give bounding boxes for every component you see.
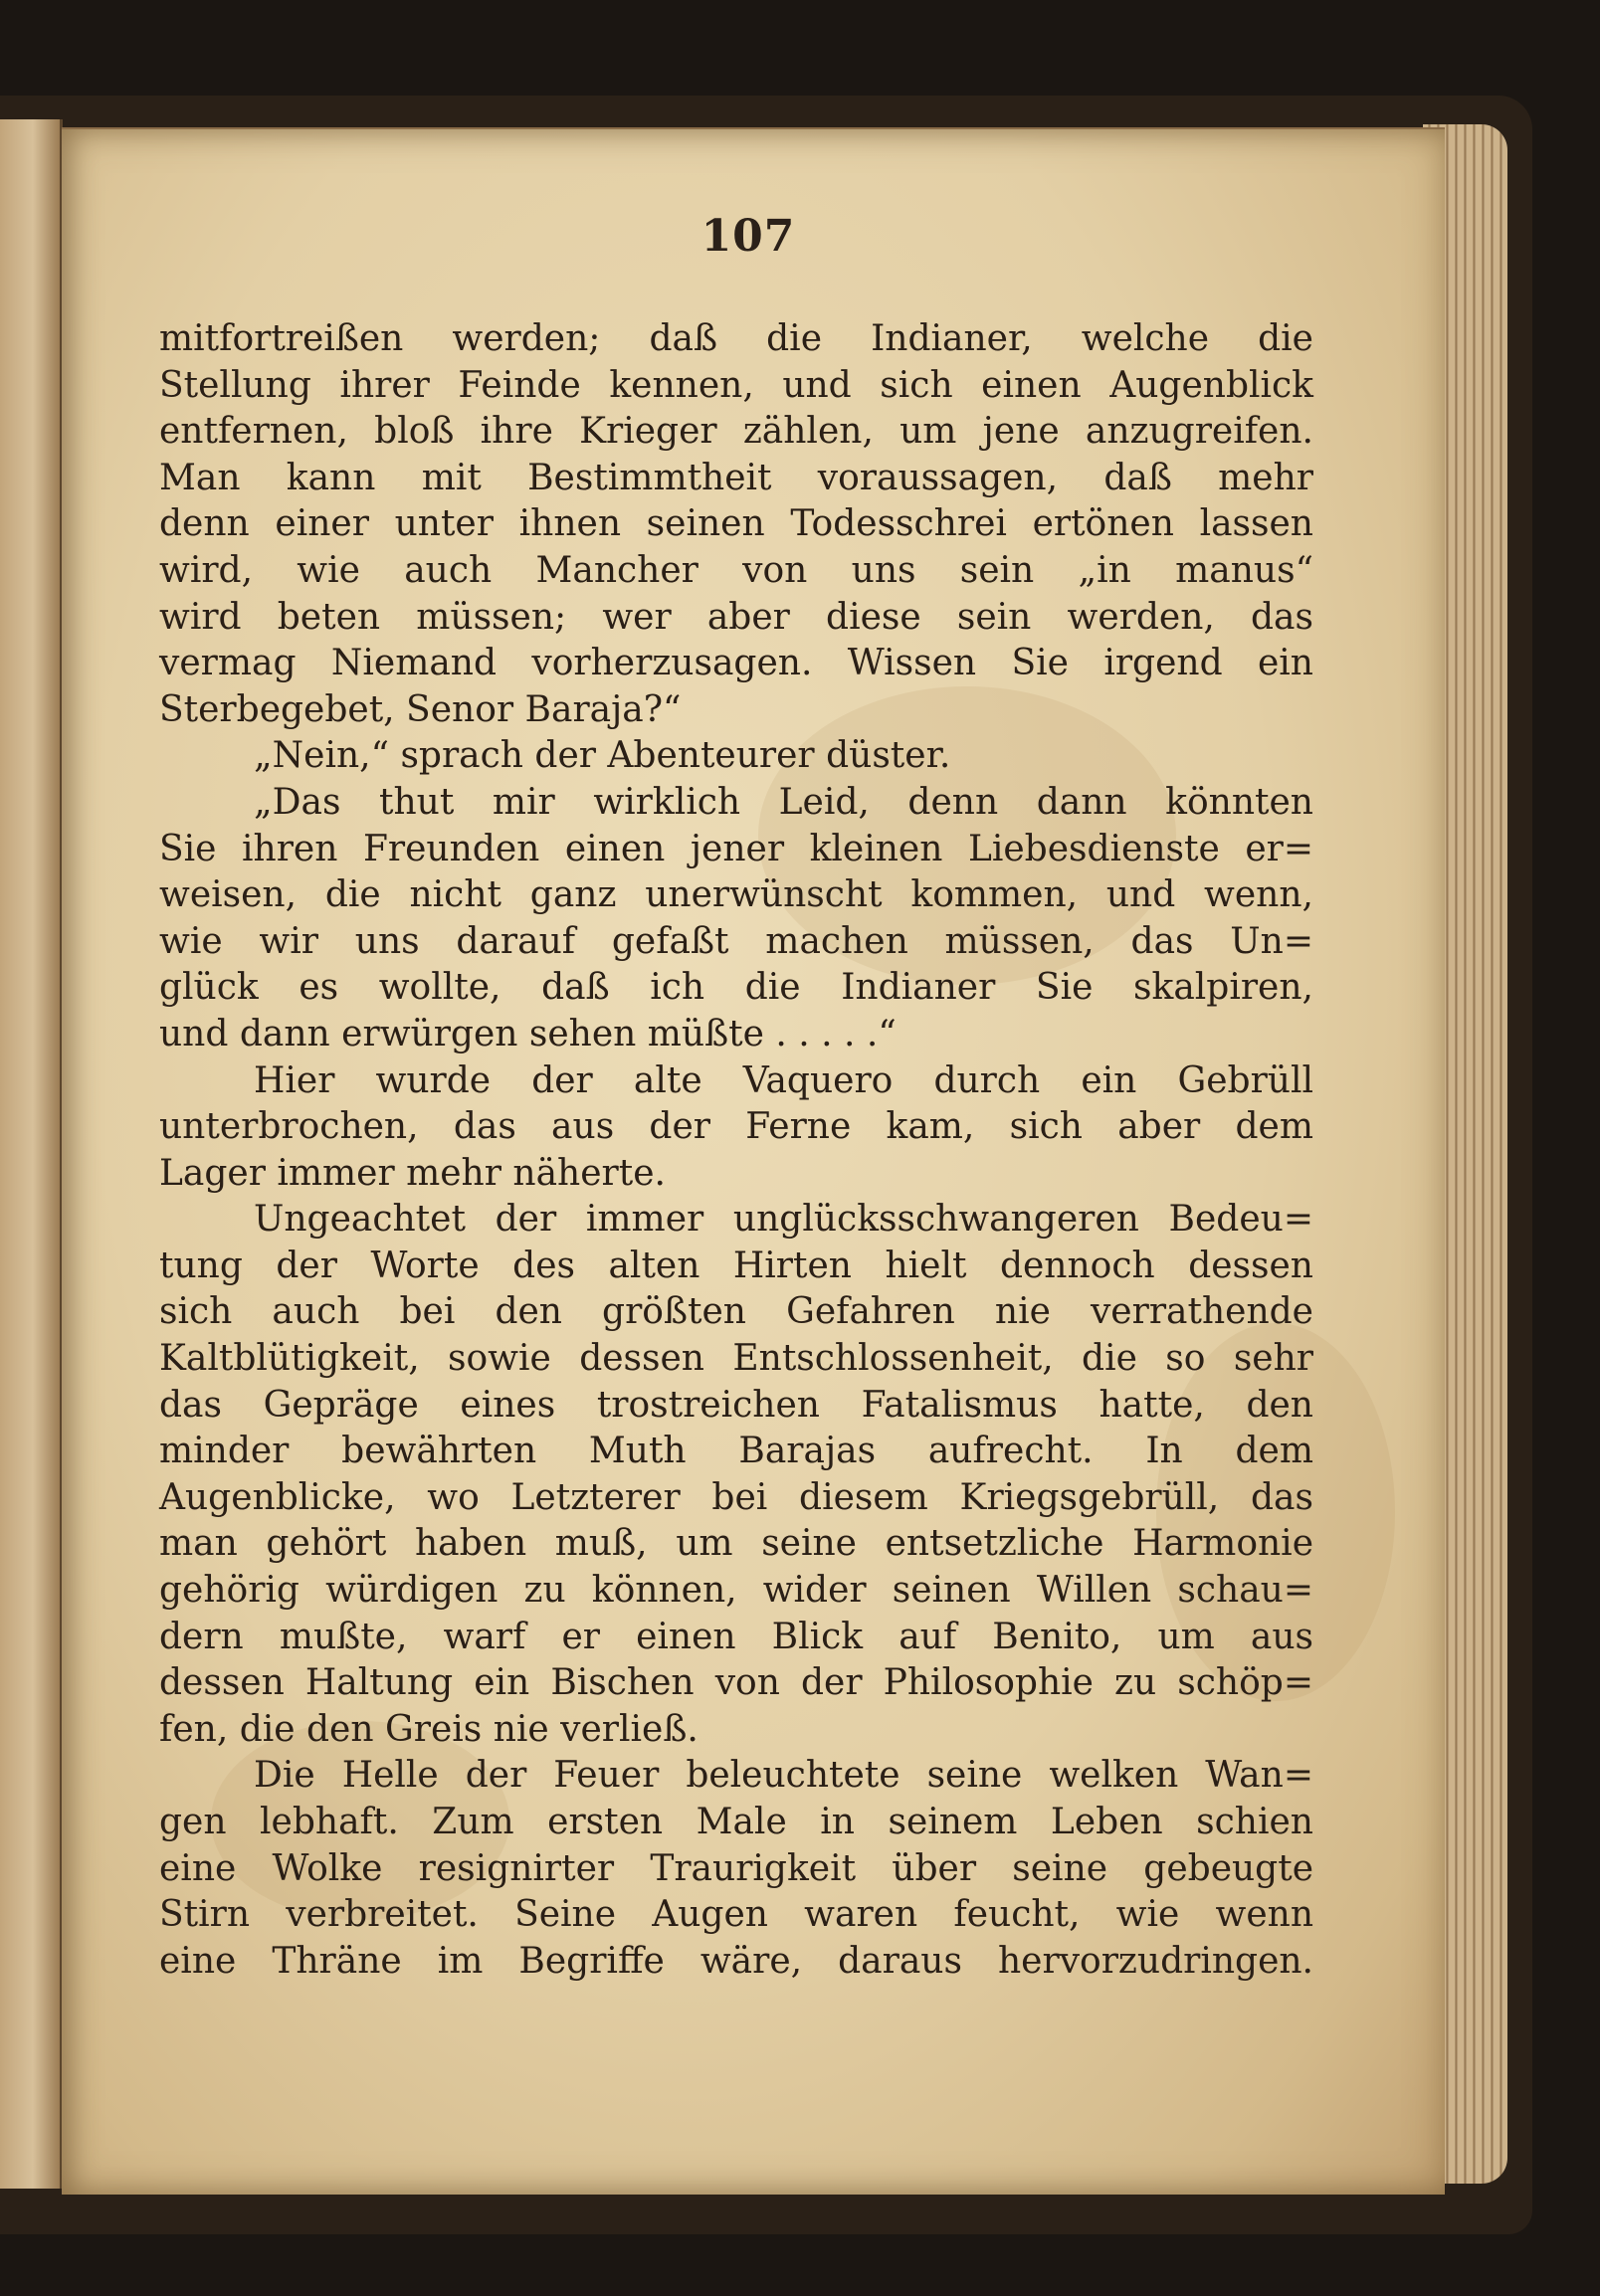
- text-line: eine Thräne im Begriffe wäre, daraus hervorzudringen.: [159, 1940, 1313, 1982]
- text-line: eine Wolke resignirter Traurigkeit über seine gebeugte: [159, 1847, 1313, 1889]
- body-text: [159, 316, 1313, 1985]
- text-line: minder bewährten Muth Barajas aufrecht. In dem: [159, 1431, 1313, 1472]
- text-line: weisen, die nicht ganz unerwünscht kommen, und wenn,: [159, 874, 1313, 916]
- text-line: Hier wurde der alte Vaquero durch ein Gebrüll: [254, 1059, 1313, 1101]
- text-line: Die Helle der Feuer beleuchtete seine welken Wan=: [254, 1755, 1313, 1797]
- text-line: vermag Niemand vorherzusagen. Wissen Sie irgend ein: [159, 643, 1313, 684]
- text-line: wie wir uns darauf gefaßt machen müssen, das Un=: [159, 920, 1313, 962]
- text-line: entfernen, bloß ihre Krieger zählen, um jene anzugreifen.: [159, 411, 1313, 453]
- text-line: wird, wie auch Mancher von uns sein „in manus“: [159, 549, 1313, 591]
- text-line: Man kann mit Bestimmtheit voraussagen, daß mehr: [159, 457, 1313, 498]
- text-line: tung der Worte des alten Hirten hielt dennoch dessen: [159, 1244, 1313, 1286]
- text-line: Lager immer mehr näherte.: [159, 1152, 666, 1194]
- text-line: gen lebhaft. Zum ersten Male in seinem Leben schien: [159, 1802, 1313, 1842]
- text-line: Stirn verbreitet. Seine Augen waren feucht, wie wenn: [159, 1894, 1313, 1936]
- page-number: 107: [700, 211, 796, 262]
- left-page-edge: [0, 119, 63, 2189]
- text-line: und dann erwürgen sehen müßte . . . . .“: [159, 1013, 897, 1054]
- text-line: „Nein,“ sprach der Abenteurer düster.: [254, 735, 951, 777]
- text-line: Sterbegebet, Senor Baraja?“: [159, 688, 682, 730]
- text-line: man gehört haben muß, um seine entsetzliche Harmonie: [159, 1523, 1313, 1565]
- book-page: [62, 127, 1445, 2195]
- text-line: Kaltblütigkeit, sowie dessen Entschlossenheit, die so sehr: [159, 1338, 1313, 1380]
- text-line: wird beten müssen; wer aber diese sein werden, das: [159, 596, 1313, 638]
- text-line: denn einer unter ihnen seinen Todesschrei ertönen lassen: [159, 503, 1313, 545]
- text-line: Ungeachtet der immer unglücksschwangeren Bedeu=: [254, 1199, 1313, 1241]
- text-line: Sie ihren Freunden einen jener kleinen Liebesdienste er=: [159, 828, 1313, 869]
- text-line: gehörig würdigen zu können, wider seinen Willen schau=: [159, 1570, 1313, 1612]
- text-line: unterbrochen, das aus der Ferne kam, sich aber dem: [159, 1106, 1313, 1148]
- text-line: dessen Haltung ein Bischen von der Philosophie zu schöp=: [159, 1662, 1313, 1704]
- text-line: fen, die den Greis nie verließ.: [159, 1708, 699, 1750]
- text-line: mitfortreißen werden; daß die Indianer, welche die: [159, 318, 1313, 359]
- text-line: „Das thut mir wirklich Leid, denn dann könnten: [254, 781, 1313, 823]
- text-line: Stellung ihrer Feinde kennen, und sich einen Augenblick: [159, 364, 1313, 406]
- text-line: das Gepräge eines trostreichen Fatalismus hatte, den: [159, 1384, 1313, 1426]
- text-line: dern mußte, warf er einen Blick auf Benito, um aus: [159, 1616, 1313, 1657]
- text-line: glück es wollte, daß ich die Indianer Sie skalpiren,: [159, 967, 1313, 1009]
- text-line: sich auch bei den größten Gefahren nie verrathende: [159, 1291, 1313, 1333]
- text-line: Augenblicke, wo Letzterer bei diesem Kriegsgebrüll, das: [159, 1476, 1313, 1518]
